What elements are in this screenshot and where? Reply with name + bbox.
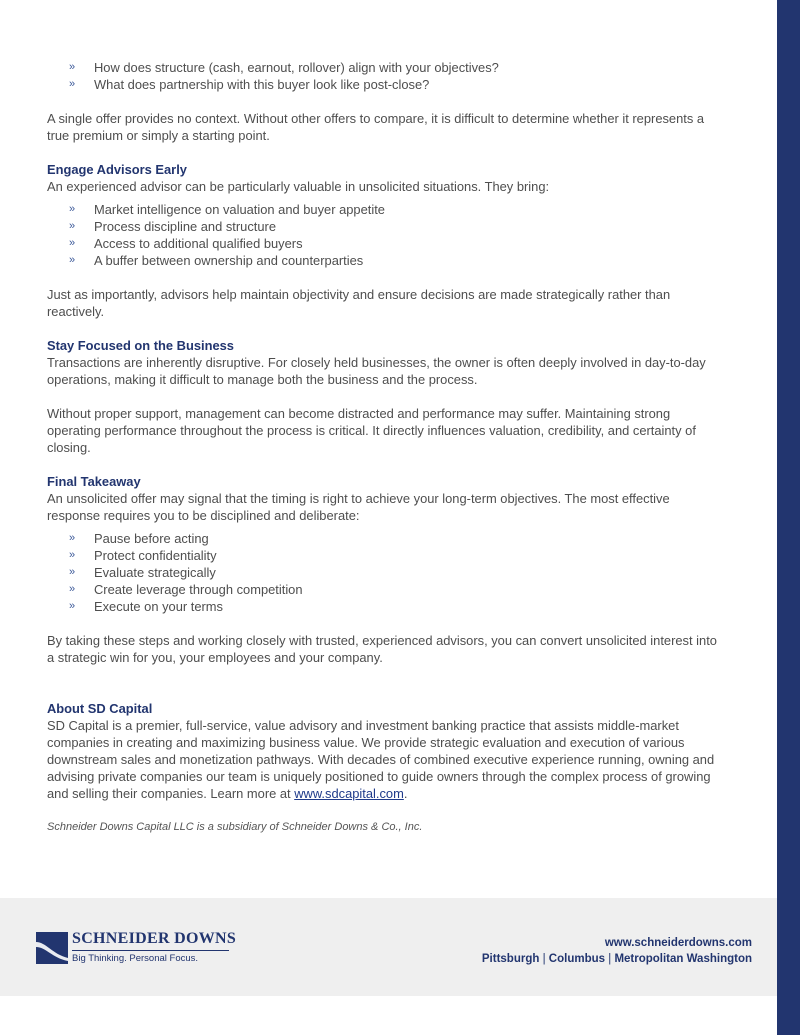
focus-paragraph-2: Without proper support, management can become distracted and performance may suffer. Maintaining strong operating performance throughout the process is critical. It directly influences valuation, credibility, and certainty of closing. (47, 406, 696, 455)
takeaway-closing: By taking these steps and working closely with trusted, experienced advisors, you can convert unsolicited interest into a strategic win for you, your employees and your company. (47, 633, 717, 665)
list-item: » Create leverage through competition (69, 582, 303, 597)
location-washington: Metropolitan Washington (614, 953, 752, 965)
logo-mark-icon (36, 932, 68, 964)
list-item: » Protect confidentiality (69, 548, 217, 563)
list-item: » How does structure (cash, earnout, rollover) align with your objectives? (69, 60, 499, 75)
bullet-icon: » (69, 78, 76, 90)
list-item: » Market intelligence on valuation and buyer appetite (69, 202, 385, 217)
bullet-icon: » (69, 203, 76, 215)
list-item: » Process discipline and structure (69, 219, 276, 234)
location-pittsburgh: Pittsburgh (481, 953, 540, 965)
list-item: » A buffer between ownership and counterparties (69, 253, 364, 268)
focus-paragraph-1: Transactions are inherently disruptive. For closely held businesses, the owner is often deeply involved in day-to-day operations, making it difficult to manage both the business and the process. (47, 355, 706, 387)
bullet-icon: » (69, 61, 76, 73)
footer-contact (482, 935, 752, 967)
bullet-icon: » (69, 220, 76, 232)
side-accent-bar (777, 0, 800, 1035)
schneider-downs-logo (36, 932, 236, 968)
list-item: » Pause before acting (69, 531, 209, 546)
bullet-icon: » (69, 566, 76, 578)
sdcapital-link[interactable]: www.sdcapital.com (294, 786, 404, 801)
takeaway-lead: An unsolicited offer may signal that the timing is right to achieve your long-term objectives. The most effective response requires you to be disciplined and deliberate: (47, 491, 670, 523)
document-body (47, 59, 722, 836)
logo-tagline: Big Thinking. Personal Focus. (72, 953, 199, 964)
bullet-icon: » (69, 532, 76, 544)
takeaway-bullet-list (47, 530, 722, 615)
subsidiary-note: Schneider Downs Capital LLC is a subsidiary of Schneider Downs & Co., Inc. (47, 821, 423, 833)
list-item: » Execute on your terms (69, 599, 223, 614)
intro-paragraph: A single offer provides no context. Without other offers to compare, it is difficult to determine whether it represents a true premium or simply a starting point. (47, 111, 705, 143)
location-separator: | (608, 953, 612, 965)
bullet-icon: » (69, 549, 76, 561)
about-paragraph: SD Capital is a premier, full-service, value advisory and investment banking practice that assists middle-market companies in creating and maximizing business value. We provide strategic evaluation and execution of various downstream sales and monetization pathways. With decades of combined executive experience running, owning and advising private companies our team is uniquely positioned to guide owners through the complex process of growing and selling their companies. Learn more at www.sdcapital.com. (47, 718, 715, 801)
logo-divider (72, 950, 229, 951)
advisors-bullet-list (47, 201, 722, 269)
list-item: » Access to additional qualified buyers (69, 236, 303, 251)
section-heading-takeaway: Final Takeaway (47, 474, 141, 489)
advisors-closing: Just as importantly, advisors help maintain objectivity and ensure decisions are made strategically rather than reactively. (47, 287, 671, 319)
section-heading-advisors: Engage Advisors Early (47, 162, 187, 177)
intro-bullet-list (47, 59, 722, 93)
list-item: » What does partnership with this buyer look like post-close? (69, 77, 430, 92)
section-heading-about: About SD Capital (47, 701, 153, 716)
section-heading-focus: Stay Focused on the Business (47, 338, 234, 353)
logo-name: SCHNEIDER DOWNS (72, 930, 237, 947)
bullet-icon: » (69, 583, 76, 595)
footer-locations (482, 951, 752, 967)
bullet-icon: » (69, 600, 76, 612)
bullet-icon: » (69, 237, 76, 249)
location-separator: | (542, 953, 546, 965)
advisors-lead: An experienced advisor can be particularly valuable in unsolicited situations. They bring: (47, 179, 550, 194)
list-item: » Evaluate strategically (69, 565, 216, 580)
footer-website-link[interactable]: www.schneiderdowns.com (604, 937, 752, 949)
bullet-icon: » (69, 254, 76, 266)
location-columbus: Columbus (548, 953, 606, 965)
